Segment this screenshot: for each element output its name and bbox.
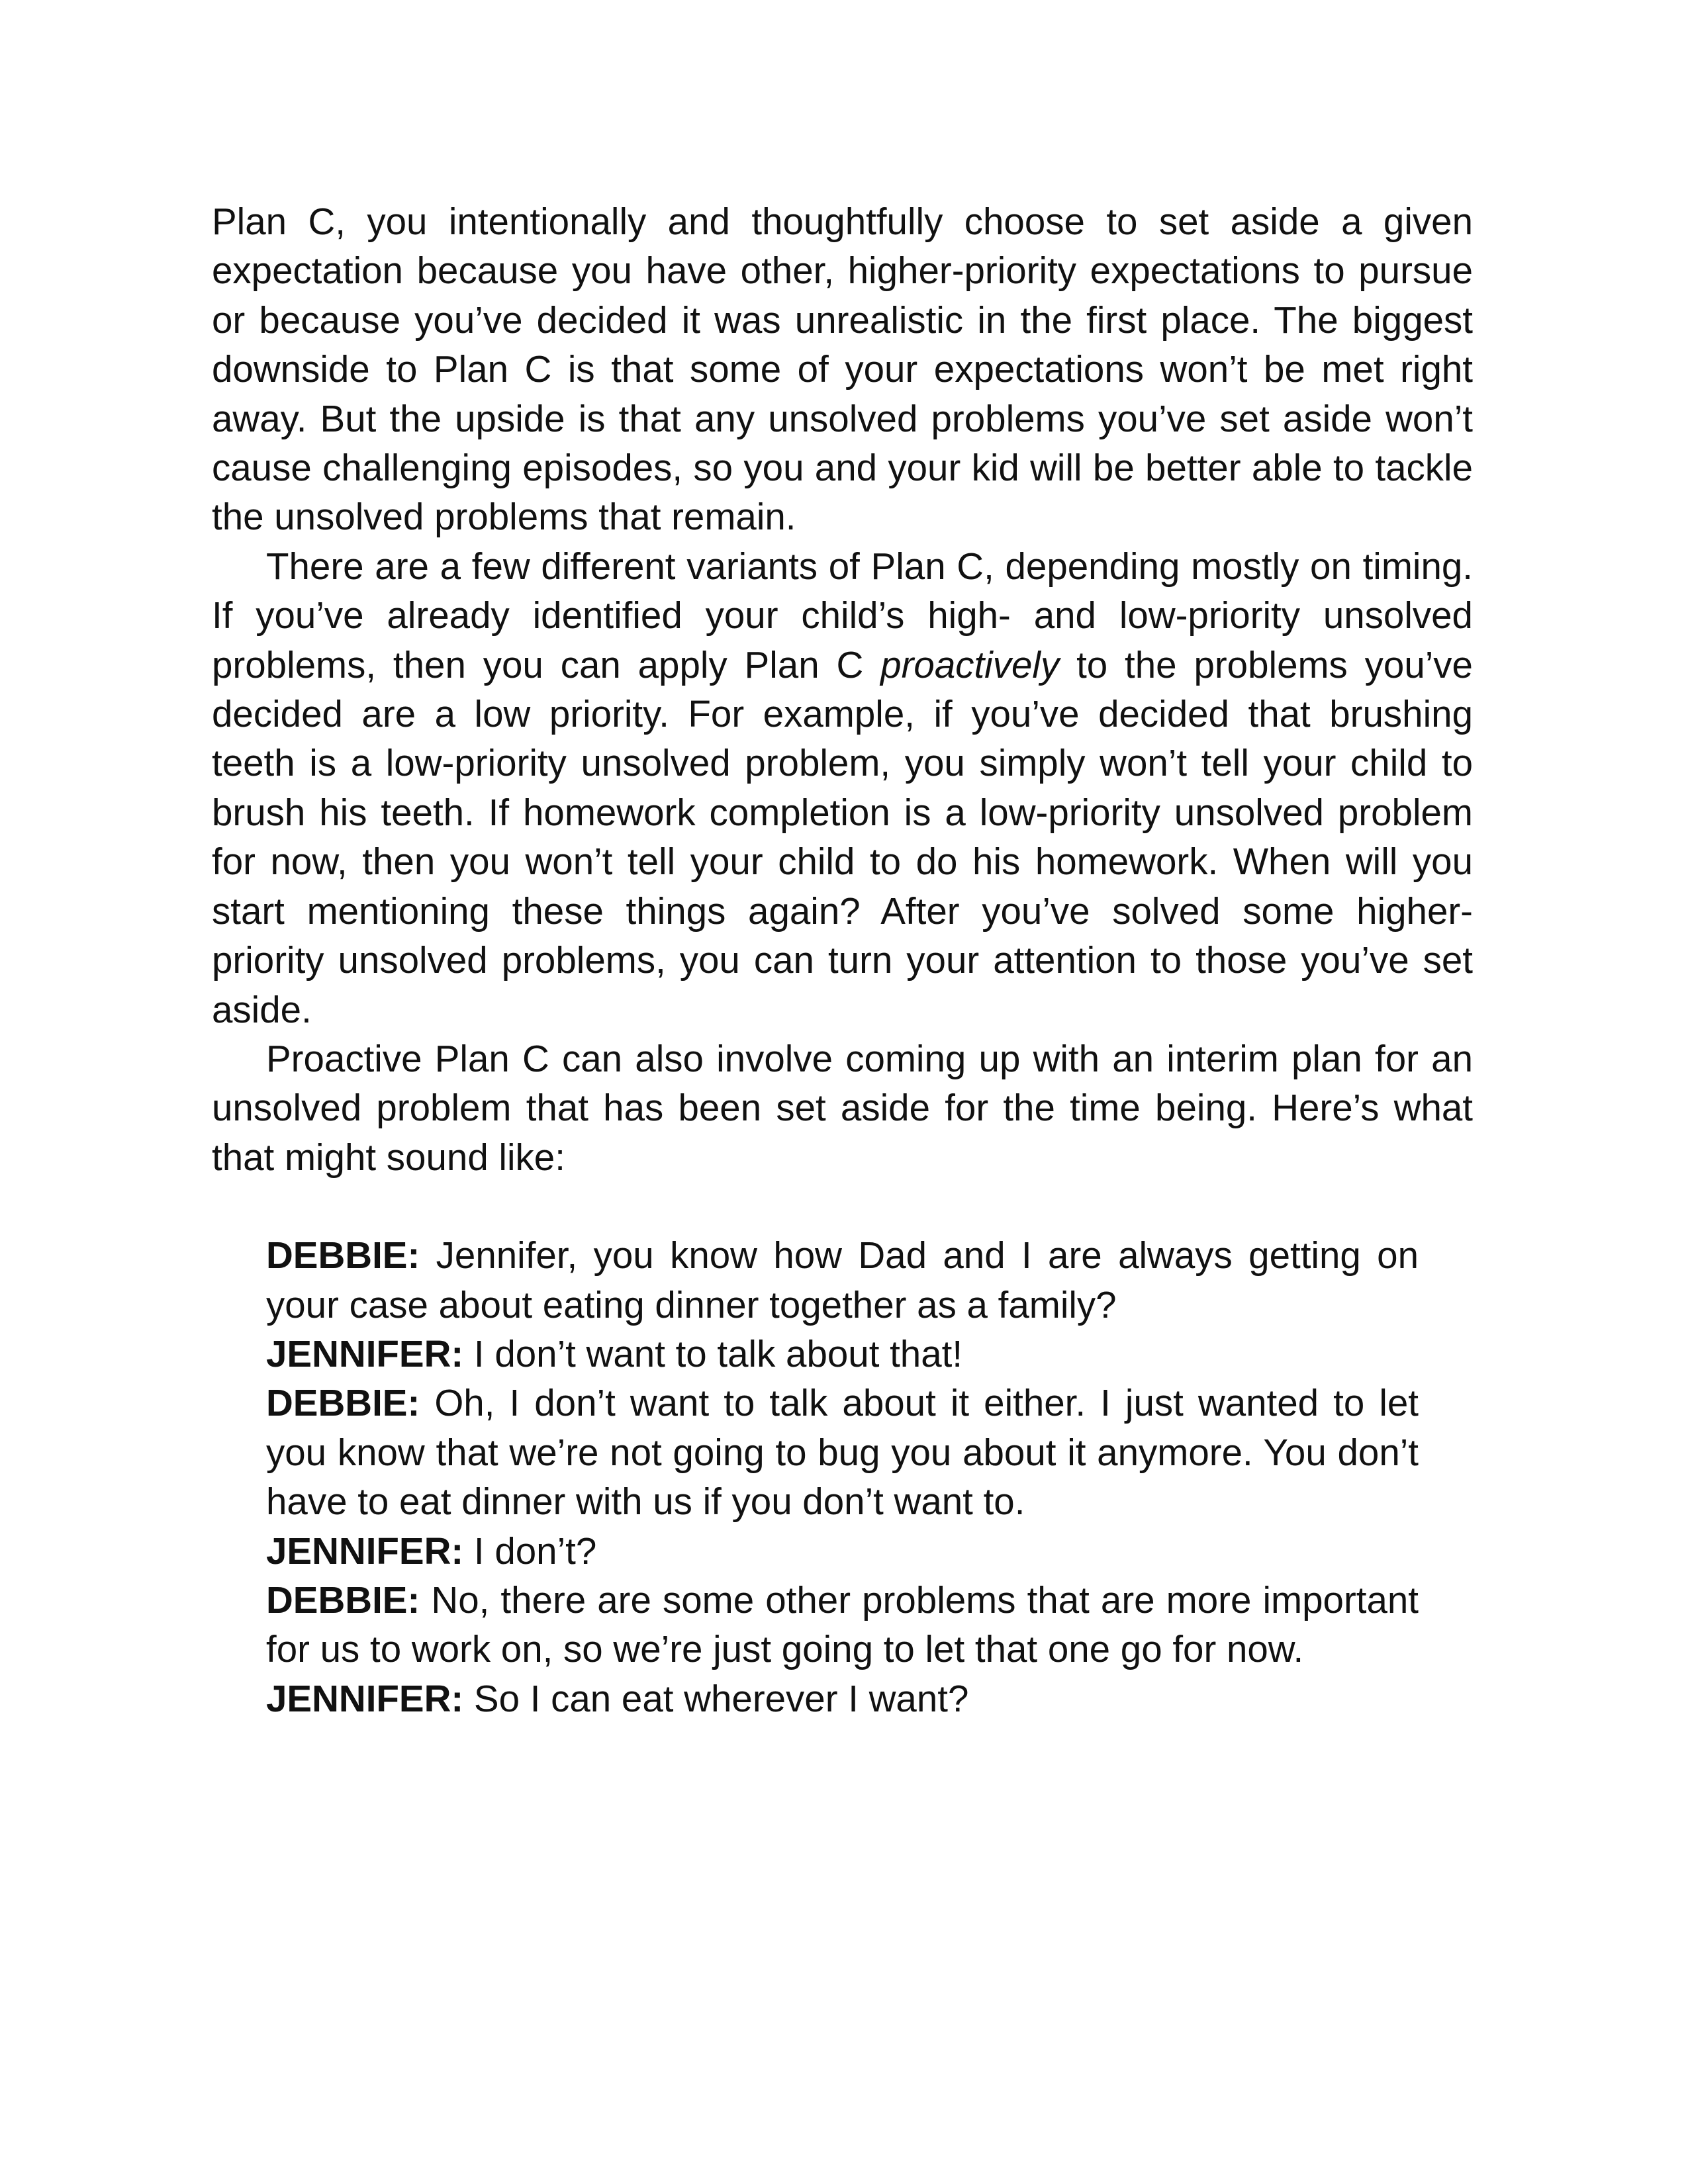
emphasis-proactively: proactively xyxy=(880,643,1060,686)
section-gap xyxy=(212,1182,1473,1231)
dialogue-text: No, there are some other problems that are more important for us to work on, so we’re just going to let that one go for now. xyxy=(266,1578,1419,1670)
dialogue-line xyxy=(266,1330,1419,1379)
dialogue-line xyxy=(266,1231,1419,1330)
dialogue-line xyxy=(266,1527,1419,1576)
body-paragraph-1: Plan C, you intentionally and thoughtfully choose to set aside a given expectation because you have other, higher-priority expectations to pursue or because you’ve decided it was unrealistic in the first place. The biggest downside to Plan C is that some of your expectations won’t be met right away. But the upside is that any unsolved problems you’ve set aside won’t cause challenging episodes, so you and your kid will be better able to tackle the unsolved problems that remain. xyxy=(212,201,1473,538)
dialogue-text: I don’t want to talk about that! xyxy=(463,1332,963,1375)
speaker-name: JENNIFER: xyxy=(266,1529,464,1572)
dialogue-text: So I can eat wherever I want? xyxy=(463,1677,969,1719)
speaker-name: DEBBIE: xyxy=(266,1234,420,1277)
dialogue-text: Oh, I don’t want to talk about it either. I just wanted to let you know that we’re not going to bug you about it anymore. You don’t have to eat dinner with us if you don’t want to. xyxy=(266,1382,1419,1523)
paragraph-2-text-end: to the problems you’ve decided are a low priority. For example, if you’ve decided that brushing teeth is a low-priority unsolved problem, you simply won’t tell your child to brush his teeth. If homework completion is a low-priority unsolved problem for now, then you won’t tell your child to do his homework. When will you start mentioning these things again? After you’ve solved some higher-priority unsolved problems, you can turn your attention to those you’ve set aside. xyxy=(212,643,1473,1030)
dialogue-line xyxy=(266,1674,1419,1723)
body-paragraph-2 xyxy=(212,542,1473,1034)
paragraph-2-text-start: There are a few different variants of Plan C, depending mostly on timing. If you’ve already identified your child’s high- and low-priority unsolved problems, then you can apply Plan C xyxy=(212,545,1473,686)
dialogue-block xyxy=(266,1231,1419,1723)
speaker-name: DEBBIE: xyxy=(266,1578,420,1621)
page-content xyxy=(212,197,1473,1723)
speaker-name: JENNIFER: xyxy=(266,1677,464,1719)
dialogue-text: I don’t? xyxy=(463,1529,597,1572)
speaker-name: DEBBIE: xyxy=(266,1382,420,1424)
dialogue-line xyxy=(266,1576,1419,1674)
body-paragraph-3: Proactive Plan C can also involve coming up with an interim plan for an unsolved problem that has been set aside for the time being. Here’s what that might sound like: xyxy=(212,1037,1473,1178)
dialogue-line xyxy=(266,1379,1419,1526)
dialogue-text: Jennifer, you know how Dad and I are always getting on your case about eating dinner together as a family? xyxy=(266,1234,1419,1326)
speaker-name: JENNIFER: xyxy=(266,1332,464,1375)
